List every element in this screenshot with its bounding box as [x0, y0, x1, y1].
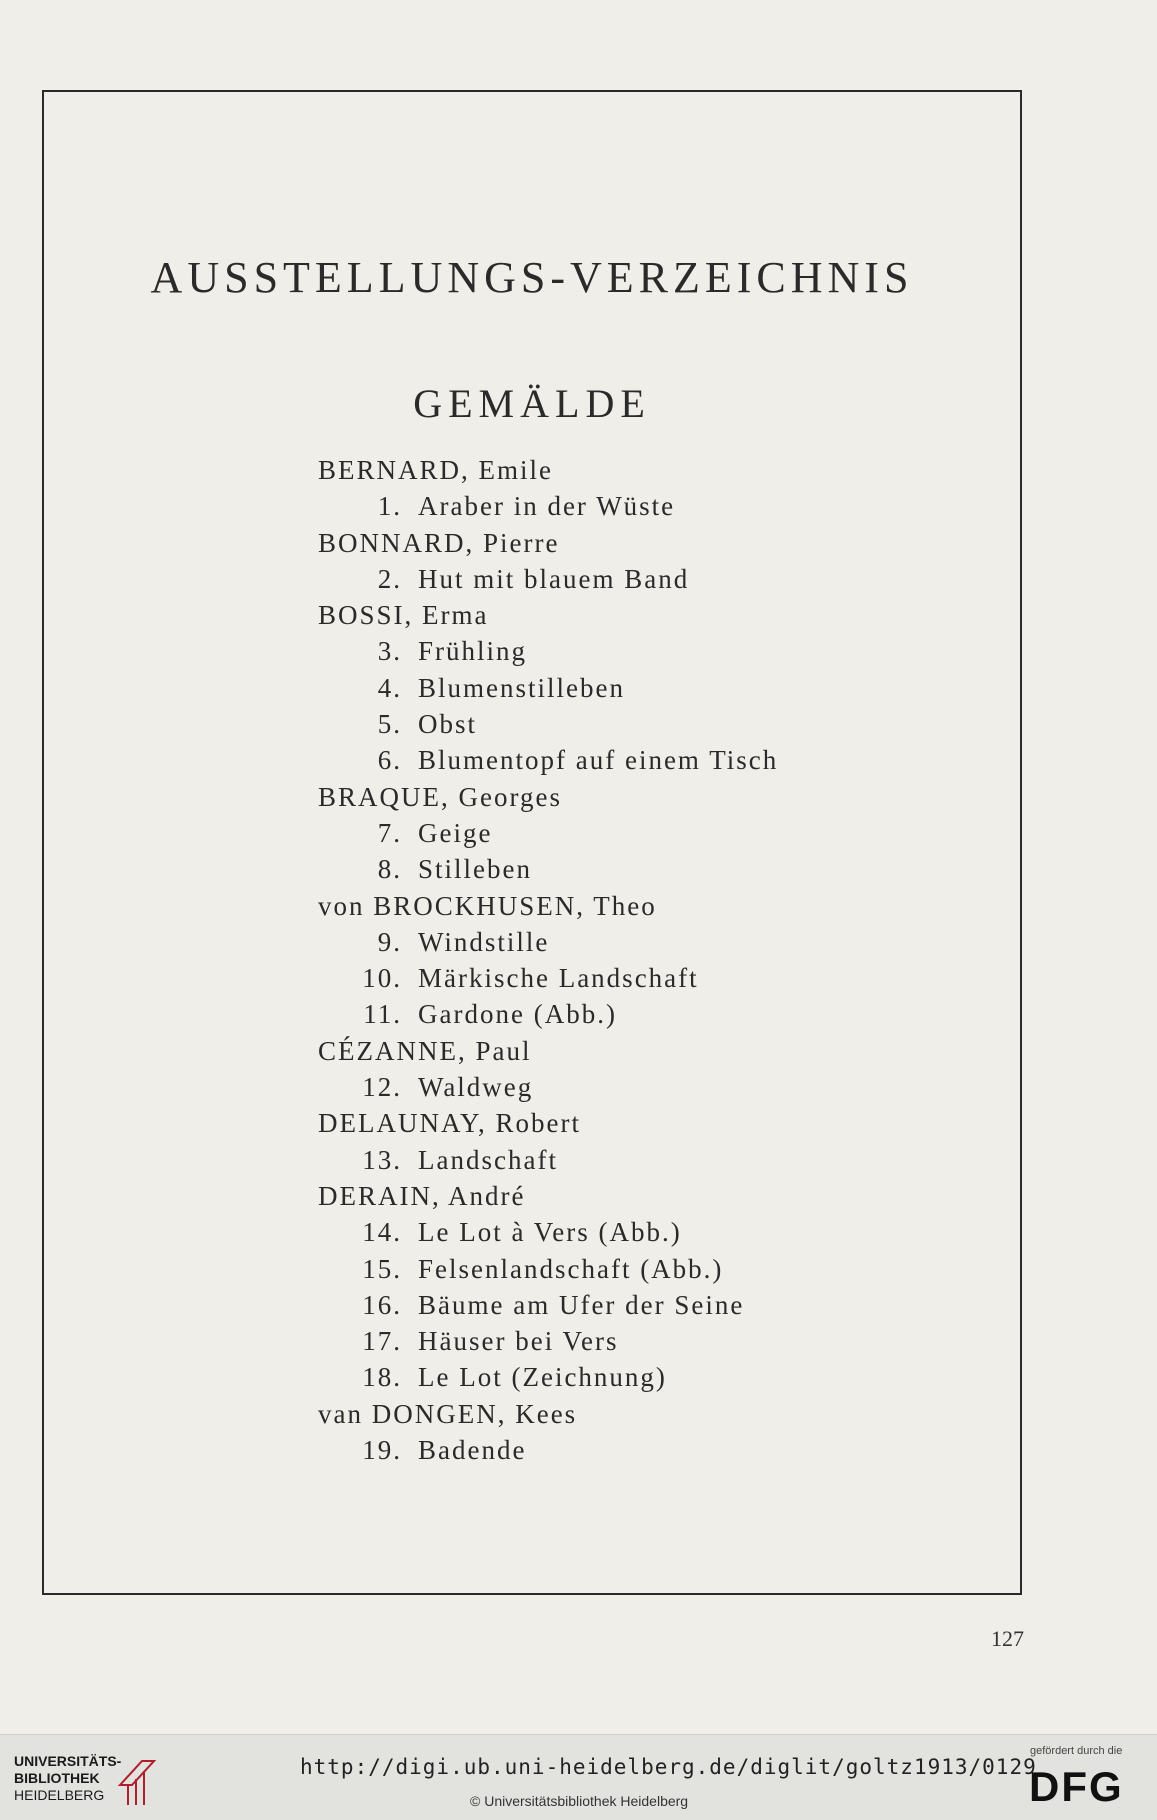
artwork-entry — [0, 924, 1157, 960]
artwork-number: 5. — [377, 709, 402, 740]
artwork-entry — [0, 561, 1157, 597]
artwork-title: Le Lot à Vers (Abb.) — [418, 1217, 682, 1248]
permalink-url[interactable]: http://digi.ub.uni-heidelberg.de/diglit/goltz1913/0129 — [300, 1755, 1037, 1779]
artwork-title: Stilleben — [418, 854, 532, 885]
artwork-entry — [0, 1069, 1157, 1105]
library-name-line1: UNIVERSITÄTS- — [14, 1753, 122, 1769]
library-mark-icon — [114, 1757, 160, 1807]
artwork-title: Frühling — [418, 636, 528, 667]
artwork-number: 18. — [362, 1362, 402, 1393]
page-title: AUSSTELLUNGS-VERZEICHNIS — [150, 253, 914, 302]
artist-name: von BROCKHUSEN, Theo — [318, 890, 657, 921]
artwork-entry — [0, 815, 1157, 851]
artwork-entry — [0, 1323, 1157, 1359]
artist-name: DERAIN, André — [318, 1180, 526, 1211]
artist-name: van DONGEN, Kees — [318, 1398, 578, 1429]
artwork-title: Le Lot (Zeichnung) — [418, 1362, 667, 1393]
artist-name: DELAUNAY, Robert — [318, 1108, 582, 1139]
artwork-number: 10. — [362, 963, 402, 994]
artist-name: BRAQUE, Georges — [318, 781, 562, 812]
artwork-entry — [0, 960, 1157, 996]
artwork-title: Hut mit blauem Band — [418, 563, 690, 594]
library-name-line3: HEIDELBERG — [14, 1787, 105, 1803]
dfg-logo[interactable] — [1027, 1763, 1139, 1807]
catalog-list — [0, 452, 1157, 1468]
artwork-entry — [0, 996, 1157, 1032]
artwork-number: 4. — [377, 672, 402, 703]
section-title: GEMÄLDE — [413, 381, 651, 426]
artist-name: BOSSI, Erma — [318, 600, 489, 631]
artwork-number: 17. — [362, 1326, 402, 1357]
artwork-entry — [0, 1287, 1157, 1323]
library-logo[interactable] — [14, 1753, 164, 1813]
artwork-number: 15. — [362, 1253, 402, 1284]
copyright-notice: © Universitätsbibliothek Heidelberg — [470, 1793, 689, 1809]
artwork-number: 8. — [377, 854, 402, 885]
artwork-entry — [0, 706, 1157, 742]
artwork-number: 16. — [362, 1289, 402, 1320]
funding-caption: gefördert durch die — [1030, 1745, 1123, 1757]
artwork-entry — [0, 1142, 1157, 1178]
artwork-entry — [0, 1251, 1157, 1287]
page-number: 127 — [991, 1626, 1024, 1651]
artwork-number: 12. — [362, 1072, 402, 1103]
artwork-title: Araber in der Wüste — [418, 491, 676, 522]
viewer-footer — [0, 1734, 1157, 1820]
artwork-number: 2. — [377, 563, 402, 594]
artwork-title: Windstille — [418, 926, 550, 957]
artwork-entry — [0, 488, 1157, 524]
artwork-title: Felsenlandschaft (Abb.) — [418, 1253, 724, 1284]
artist-name: CÉZANNE, Paul — [318, 1035, 532, 1066]
artist-name: BERNARD, Emile — [318, 455, 553, 485]
artwork-number: 6. — [377, 745, 402, 776]
artwork-number: 11. — [363, 999, 402, 1030]
artwork-entry — [0, 1214, 1157, 1250]
artwork-title: Landschaft — [418, 1144, 558, 1175]
artwork-title: Blumenstilleben — [418, 672, 625, 703]
artwork-entry — [0, 633, 1157, 669]
artwork-title: Waldweg — [418, 1072, 534, 1103]
artwork-title: Häuser bei Vers — [418, 1326, 619, 1357]
library-name — [14, 1753, 121, 1804]
artwork-title: Märkische Landschaft — [418, 963, 699, 994]
artist-name: BONNARD, Pierre — [318, 527, 560, 558]
artwork-title: Gardone (Abb.) — [418, 999, 617, 1030]
artwork-number: 9. — [377, 926, 402, 957]
artwork-entry — [0, 742, 1157, 778]
artwork-title: Bäume am Ufer der Seine — [418, 1289, 745, 1320]
artwork-number: 3. — [377, 636, 402, 667]
library-name-line2: BIBLIOTHEK — [14, 1770, 100, 1786]
artwork-title: Badende — [418, 1435, 527, 1466]
artwork-entry — [0, 851, 1157, 887]
artwork-title: Blumentopf auf einem Tisch — [418, 745, 779, 776]
artwork-number: 19. — [362, 1435, 402, 1466]
artwork-number: 1. — [377, 491, 402, 522]
dfg-logo-text: DFG — [1029, 1763, 1124, 1807]
artwork-number: 7. — [377, 817, 402, 848]
artwork-entry — [0, 1432, 1157, 1468]
artwork-title: Obst — [418, 709, 478, 740]
artwork-entry — [0, 670, 1157, 706]
artwork-number: 13. — [362, 1144, 402, 1175]
artwork-number: 14. — [362, 1217, 402, 1248]
artwork-entry — [0, 1359, 1157, 1395]
artwork-title: Geige — [418, 817, 493, 848]
